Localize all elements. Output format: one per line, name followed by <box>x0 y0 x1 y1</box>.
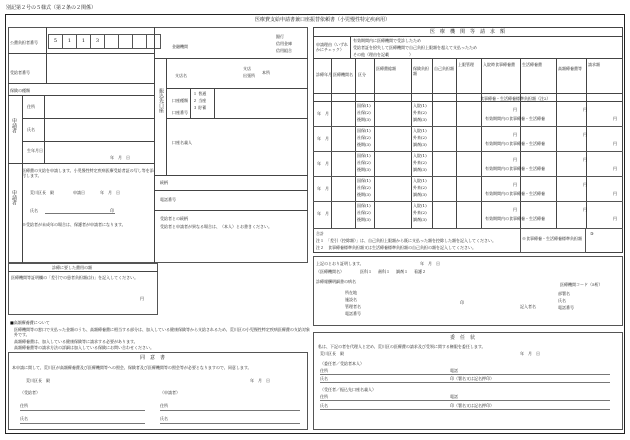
yen: 円 <box>583 157 587 162</box>
kind-1[interactable]: 社保(2) <box>357 210 371 215</box>
type-2[interactable]: 調剤(3) <box>413 217 427 222</box>
note-2: 注２ 食事療養標準負担額又は生活療養標準負担額の自己負担の額を記入してください。 <box>316 245 476 250</box>
branch-type-0[interactable]: 支店 <box>243 66 251 71</box>
beneficiary-number-label: 受給者番号 <box>10 70 30 75</box>
code-2[interactable]: 調剤１ <box>396 269 408 274</box>
delegator-phone: 電話 <box>450 368 458 373</box>
office-label: 荒川区長 殿 <box>30 190 54 195</box>
stamp-mark: 印 <box>110 208 114 213</box>
col-header: 自己負担額 <box>434 66 454 71</box>
yen: 円 <box>513 182 517 187</box>
type-1[interactable]: 外来(2) <box>413 110 427 115</box>
delegate-address: 住所 <box>320 394 328 399</box>
row-month[interactable]: 年 月 <box>317 211 329 216</box>
circle-three: ③ <box>590 231 594 236</box>
power-to: 荒川区長 殿 <box>320 351 344 356</box>
divider <box>154 190 308 191</box>
receipt-stamp: 印 <box>460 300 464 305</box>
receipt-note: 診療報酬明細書の病名 <box>316 279 356 284</box>
line <box>20 423 145 424</box>
col-header: 生活療養費 <box>522 62 542 67</box>
row-group-1 <box>313 126 623 152</box>
yen: 円 <box>613 116 617 121</box>
line <box>160 423 300 424</box>
digit-box[interactable] <box>119 35 133 48</box>
address-label: 住所 <box>27 104 35 109</box>
code-box-label: 医療機関コード（5桁） <box>560 282 603 287</box>
col-header: 上限管理 <box>458 62 474 67</box>
dob-value[interactable]: 年 月 日 <box>110 155 130 160</box>
kind-0[interactable]: 国保(1) <box>357 128 371 133</box>
line <box>320 382 610 383</box>
row-month[interactable]: 年 月 <box>317 136 329 141</box>
kind-1[interactable]: 社保(2) <box>357 110 371 115</box>
digit-box[interactable]: 3 <box>91 35 105 48</box>
branch-type-2[interactable]: 本所 <box>262 70 270 75</box>
divider <box>8 83 154 84</box>
line <box>160 410 300 411</box>
col-header: 保険負担額 <box>413 66 429 76</box>
col-header: 入院時食事療養費 <box>483 62 515 67</box>
yen: 円 <box>583 182 587 187</box>
kind-2[interactable]: 後期(3) <box>357 217 371 222</box>
delegate: （受任者／振込先口座名義人） <box>320 387 376 392</box>
sub-note: 有効期間内の食事療養・生活療養 <box>485 116 545 121</box>
field-manager: 管理者名 <box>345 304 361 309</box>
sub-note: 有効期間内の食事療養・生活療養 <box>485 216 545 221</box>
yen: 円 <box>513 207 517 212</box>
type-1[interactable]: 外来(2) <box>413 160 427 165</box>
yen: 円 <box>613 191 617 196</box>
col-header: 診療年月 <box>316 72 332 77</box>
kind-0[interactable]: 国保(1) <box>357 178 371 183</box>
condition-2[interactable]: その他（理由を記載 ） <box>353 52 413 57</box>
line <box>320 374 610 375</box>
account-number-label: 口座番号 <box>172 110 188 115</box>
kind-0[interactable]: 国保(1) <box>357 153 371 158</box>
type-2[interactable]: 調剤(3) <box>413 117 427 122</box>
row-group-4 <box>313 201 623 229</box>
cost-text: 医療機関等証明欄の「差引での患者負担額(計)」を記入してください。 <box>11 275 139 280</box>
account-type-label: 口座種類 <box>172 98 188 103</box>
consent-address-1: 住所 <box>20 403 28 408</box>
power-date[interactable]: 年 月 日 <box>520 351 540 356</box>
consent-title: 同 意 書 <box>140 355 166 361</box>
type-2[interactable]: 調剤(3) <box>413 167 427 172</box>
condition-head: 申請理由（いずれかにチェック） <box>316 42 348 52</box>
divider <box>166 118 308 119</box>
digit-box[interactable]: 1 <box>63 35 77 48</box>
cost-title: 診療に要した費用の額 <box>52 265 92 270</box>
relation-label: 続柄 <box>160 180 168 185</box>
type-2[interactable]: 調剤(3) <box>413 142 427 147</box>
divider <box>8 53 154 54</box>
field-facility: 施設名 <box>345 297 357 302</box>
account-type-2[interactable]: ３ 貯蓄 <box>193 105 207 110</box>
divider <box>22 163 23 263</box>
divider <box>313 58 623 59</box>
yen: 円 <box>513 107 517 112</box>
high-text-2: 高額療養費は、加入している健康保険等に請求する必要があります。 <box>14 339 138 344</box>
type-0[interactable]: 入院(1) <box>413 178 427 183</box>
kind-2[interactable]: 後期(3) <box>357 167 371 172</box>
delegator-name: 氏名 <box>320 376 328 381</box>
delegator-address: 住所 <box>320 368 328 373</box>
type-2[interactable]: 調剤(3) <box>413 192 427 197</box>
sub-note: 有効期間内の食事療養・生活療養 <box>485 191 545 196</box>
delegator: （委任者／受給者本人） <box>320 361 364 366</box>
dept-name: 氏名 <box>558 298 566 303</box>
line <box>20 410 145 411</box>
minor-note: ※受給者が未成年の場合は、保護者が申請者になります。 <box>22 222 126 227</box>
code-3[interactable]: 看護２ <box>414 269 426 274</box>
recipient-digit-boxes <box>48 34 161 49</box>
power-text: 私は、下記の者を代理人と定め、荒川区の医療費の請求及び受領に関する権限を委任します。 <box>318 344 486 349</box>
consent-signer-1: （受給者） <box>20 390 40 395</box>
divider <box>44 95 45 163</box>
kind-0[interactable]: 国保(1) <box>357 103 371 108</box>
name-line <box>45 213 115 214</box>
divider <box>8 95 154 96</box>
col-header: 高額療養費等 <box>558 66 582 71</box>
kind-2[interactable]: 後期(3) <box>357 192 371 197</box>
dob-label: 生年月日 <box>27 148 43 153</box>
type-1[interactable]: 外来(2) <box>413 185 427 190</box>
account-type-1[interactable]: ２ 当座 <box>193 98 207 103</box>
divider <box>350 36 351 58</box>
digit-box[interactable] <box>105 35 119 48</box>
consent-signer-2: （申請者） <box>160 390 180 395</box>
sub-note: 有効期間内の食事療養・生活療養 <box>485 166 545 171</box>
pay-label: 振込先口座 <box>158 88 164 113</box>
delegate-phone: 電話 <box>450 394 458 399</box>
row-month[interactable]: 年 月 <box>317 111 329 116</box>
kind-1[interactable]: 社保(2) <box>357 135 371 140</box>
digit-box[interactable]: 5 <box>49 35 63 48</box>
form-number: 別記第２号の５様式（第２条の２関係） <box>6 5 97 11</box>
branch-type-1[interactable]: 出張所 <box>243 73 255 78</box>
entry-person: 記入者名 <box>520 304 536 309</box>
date-value[interactable]: 年 月 日 <box>100 190 120 195</box>
bank-type-1[interactable]: 信用金庫 <box>276 41 292 46</box>
receipt-text: 上記のとおり証明します。 <box>316 261 364 266</box>
delegate-stamp: 印（署名又は記名押印） <box>450 403 494 408</box>
power-title: 委 任 状 <box>450 335 476 341</box>
branch-label: 支店名 <box>175 73 187 78</box>
applicant-label: 申請者 <box>11 190 17 205</box>
name-label: 氏名 <box>27 127 35 132</box>
divider <box>8 163 154 164</box>
consent-text: 本申請に関して、荒川区が高額療養費及び医療機関等への照会、保険者及び医療機関等の照会等が必要となりますので、同意します。 <box>12 365 252 370</box>
billing-title: 医 療 機 関 等 請 求 額 <box>430 29 506 35</box>
yen: 円 <box>513 132 517 137</box>
type-0[interactable]: 入院(1) <box>413 203 427 208</box>
receipt-date[interactable]: 年 月 日 <box>420 261 440 266</box>
kind-2[interactable]: 後期(3) <box>357 142 371 147</box>
date-label: 申請日 <box>73 190 85 195</box>
row-month[interactable]: 年 月 <box>317 186 329 191</box>
type-0[interactable]: 入院(1) <box>413 128 427 133</box>
high-text-1: 医療機関等の窓口で支払った金額のうち、高額療養費に相当する部分は、加入している健康保険等から支給されるため、荒川区の小児慢性特定疾病医療費の支給対象外です。 <box>14 327 310 337</box>
subnote: 食事療養・生活療養標準負担額（注2） <box>480 96 551 101</box>
high-title: ■高額療養費について <box>10 320 50 325</box>
divider <box>313 93 623 94</box>
line <box>320 409 610 410</box>
recipient-label: 申請者 <box>11 118 17 133</box>
divider <box>166 88 308 89</box>
row-group-2 <box>313 151 623 177</box>
total-right-label: ※食事療養・生活療養標準負担額 <box>522 236 582 241</box>
line <box>320 400 610 401</box>
divider <box>22 141 154 142</box>
account-type-0[interactable]: １ 普通 <box>193 91 207 96</box>
divider <box>154 210 308 211</box>
divider <box>22 118 154 119</box>
row-month[interactable]: 年 月 <box>317 161 329 166</box>
insurance-label: 保険の種類 <box>10 88 30 93</box>
yen: 円 <box>583 107 587 112</box>
col-header: 区分 <box>358 72 366 77</box>
divider <box>154 27 155 263</box>
type-0[interactable]: 入院(1) <box>413 103 427 108</box>
kind-1[interactable]: 社保(2) <box>357 160 371 165</box>
yen: 円 <box>613 216 617 221</box>
dept-phone: 電話番号 <box>558 305 574 310</box>
yen: 円 <box>613 166 617 171</box>
yen: 円 <box>583 132 587 137</box>
bank-label: 金融機関 <box>172 44 188 49</box>
delegate-name: 氏名 <box>320 403 328 408</box>
condition-0[interactable]: 有効期間内に医療機関で受診したため <box>353 38 421 43</box>
type-1[interactable]: 外来(2) <box>413 210 427 215</box>
consent-name-2: 氏名 <box>160 416 168 421</box>
seal-note: 受給者との続柄 <box>160 216 188 221</box>
divider <box>154 175 308 176</box>
divider <box>166 58 167 175</box>
phone-label: 電話番号 <box>160 197 176 202</box>
kind-1[interactable]: 社保(2) <box>357 185 371 190</box>
receipt-institution: （医療機関名） <box>316 269 344 274</box>
applicant-name-label: 氏名 <box>30 208 38 213</box>
consent-name-1: 氏名 <box>20 416 28 421</box>
cost-yen: 円 <box>140 296 144 301</box>
consent-date[interactable]: 年 月 日 <box>250 378 270 383</box>
code-0[interactable]: 医科１ <box>360 269 372 274</box>
kind-2[interactable]: 後期(3) <box>357 117 371 122</box>
type-0[interactable]: 入院(1) <box>413 153 427 158</box>
delegator-stamp: 印（署名又は記名押印） <box>450 376 494 381</box>
row-group-0 <box>313 101 623 127</box>
statement: 医療費の支給を申請します。小児慢性特定疾病医療受給者証の写し等を添付します。 <box>22 168 154 178</box>
consent-block <box>8 352 308 430</box>
col-header: 請求額 <box>588 62 600 67</box>
dept: 部署名 <box>558 291 570 296</box>
yen: 円 <box>613 141 617 146</box>
divider <box>154 58 308 59</box>
sub-note: 有効期間内の食事療養・生活療養 <box>485 141 545 146</box>
condition-1[interactable]: 受給者証を紛失して医療機関で自己負担上限額を超えて支払ったため <box>353 45 477 50</box>
yen: 円 <box>513 157 517 162</box>
field-location: 所在地 <box>345 290 357 295</box>
doctor-note: 受給者と申請者が異なる場合は、（本人）とお書きください。 <box>160 224 272 229</box>
digit-box[interactable] <box>133 35 147 48</box>
kind-0[interactable]: 国保(1) <box>357 203 371 208</box>
bank-type-2[interactable]: 信用組合 <box>276 48 292 53</box>
account-holder-label: 口座名義人 <box>172 140 192 145</box>
col-header: 医療機関名 <box>333 72 353 77</box>
bank-type-0[interactable]: 銀行 <box>276 34 284 39</box>
divider <box>190 88 191 118</box>
divider <box>46 27 47 83</box>
totals-label: 合計 <box>316 231 324 236</box>
col-header: 医療費総額 <box>376 66 396 71</box>
form-title: 医療費支給申請書兼口座振替依頼書（小児慢性特定疾病用） <box>255 17 391 23</box>
consent-address-2: 住所 <box>160 403 168 408</box>
note-1: 注１ 「差引（控除額）」は、自己負担上限額から既に支払った額を控除した額を記入してください。 <box>316 238 496 243</box>
divider <box>214 88 215 118</box>
consent-to: 荒川区長 殿 <box>26 378 50 383</box>
field-phone: 電話番号 <box>345 311 361 316</box>
type-1[interactable]: 外来(2) <box>413 135 427 140</box>
yen: 円 <box>583 207 587 212</box>
digit-box[interactable]: 1 <box>77 35 91 48</box>
code-1[interactable]: 歯科１ <box>378 269 390 274</box>
row-group-3 <box>313 176 623 202</box>
divider <box>313 36 623 37</box>
high-text-3: 高額療養費等の請求方法の詳細は加入している保険にお問い合わせください。 <box>14 345 154 350</box>
recipient-number-label: 公費負担者番号 <box>10 40 38 45</box>
divider <box>8 271 158 272</box>
